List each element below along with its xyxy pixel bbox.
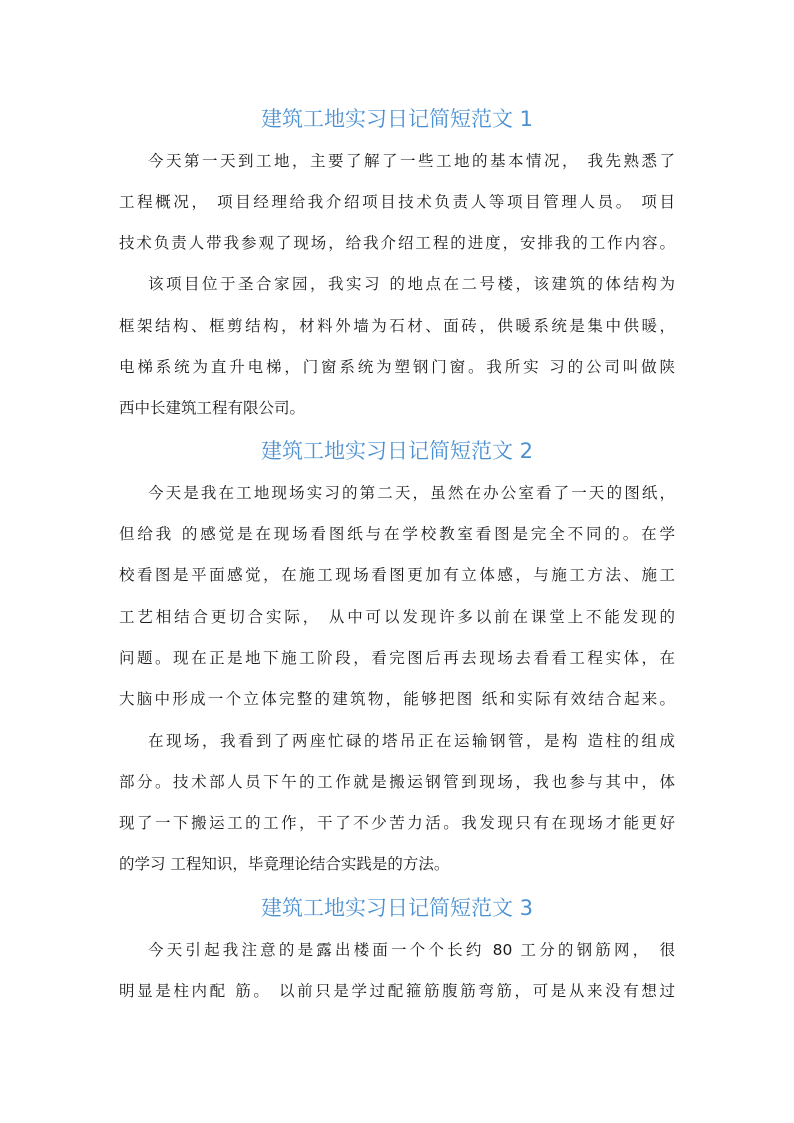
section-1-line-5: 框架结构、框剪结构，材料外墙为石材、面砖，供暖系统是集中供暖， — [119, 317, 675, 335]
section-1-line-6: 电梯系统为直升电梯，门窗系统为塑钢门窗。我所实 习的公司叫做陕 — [119, 358, 675, 376]
section-2-line-1: 今天是我在工地现场实习的第二天，虽然在办公室看了一天的图纸， — [148, 484, 675, 502]
section-1-heading: 建筑工地实习日记简短范文 1 — [260, 107, 534, 131]
section-1-line-1: 今天第一天到工地，主要了解了一些工地的基本情况， 我先熟悉了 — [148, 152, 675, 170]
section-2-line-6: 大脑中形成一个立体完整的建筑物，能够把图 纸和实际有效结合起来。 — [119, 690, 675, 708]
section-3-heading: 建筑工地实习日记简短范文 3 — [260, 896, 534, 920]
section-1-line-3: 技术负责人带我参观了现场，给我介绍工程的进度，安排我的工作内容。 — [119, 234, 675, 252]
section-2-line-4: 工艺相结合更切合实际， 从中可以发现许多以前在课堂上不能发现的 — [119, 608, 675, 626]
section-3-line-2: 明显是柱内配 筋。 以前只是学过配箍筋腹筋弯筋，可是从来没有想过 — [119, 982, 675, 1000]
section-2-line-5: 问题。现在正是地下施工阶段，看完图后再去现场去看看工程实体，在 — [119, 649, 675, 667]
section-1-line-2: 工程概况， 项目经理给我介绍项目技术负责人等项目管理人员。 项目 — [119, 193, 675, 211]
section-2-line-2: 但给我 的感觉是在现场看图纸与在学校教室看图是完全不同的。在学 — [119, 525, 675, 543]
section-2-line-9: 现了一下搬运工的工作，干了不少苦力活。我发现只有在现场才能更好 — [119, 814, 675, 832]
section-1-line-4: 该项目位于圣合家园，我实习 的地点在二号楼，该建筑的体结构为 — [148, 275, 675, 293]
section-2-line-8: 部分。技术部人员下午的工作就是搬运钢管到现场，我也参与其中，体 — [119, 773, 675, 791]
section-2-line-10: 的学习 工程知识，毕竟理论结合实践是的方法。 — [119, 855, 450, 873]
section-1-line-7: 西中长建筑工程有限公司。 — [119, 399, 306, 417]
section-2-heading: 建筑工地实习日记简短范文 2 — [260, 439, 534, 463]
section-3-line-1: 今天引起我注意的是露出楼面一个个长约 80 工分的钢筋网， 很 — [148, 941, 675, 959]
section-2-line-3: 校看图是平面感觉，在施工现场看图更加有立体感，与施工方法、施工 — [119, 566, 675, 584]
section-2-line-7: 在现场，我看到了两座忙碌的塔吊正在运输钢管，是构 造柱的组成 — [148, 732, 675, 750]
